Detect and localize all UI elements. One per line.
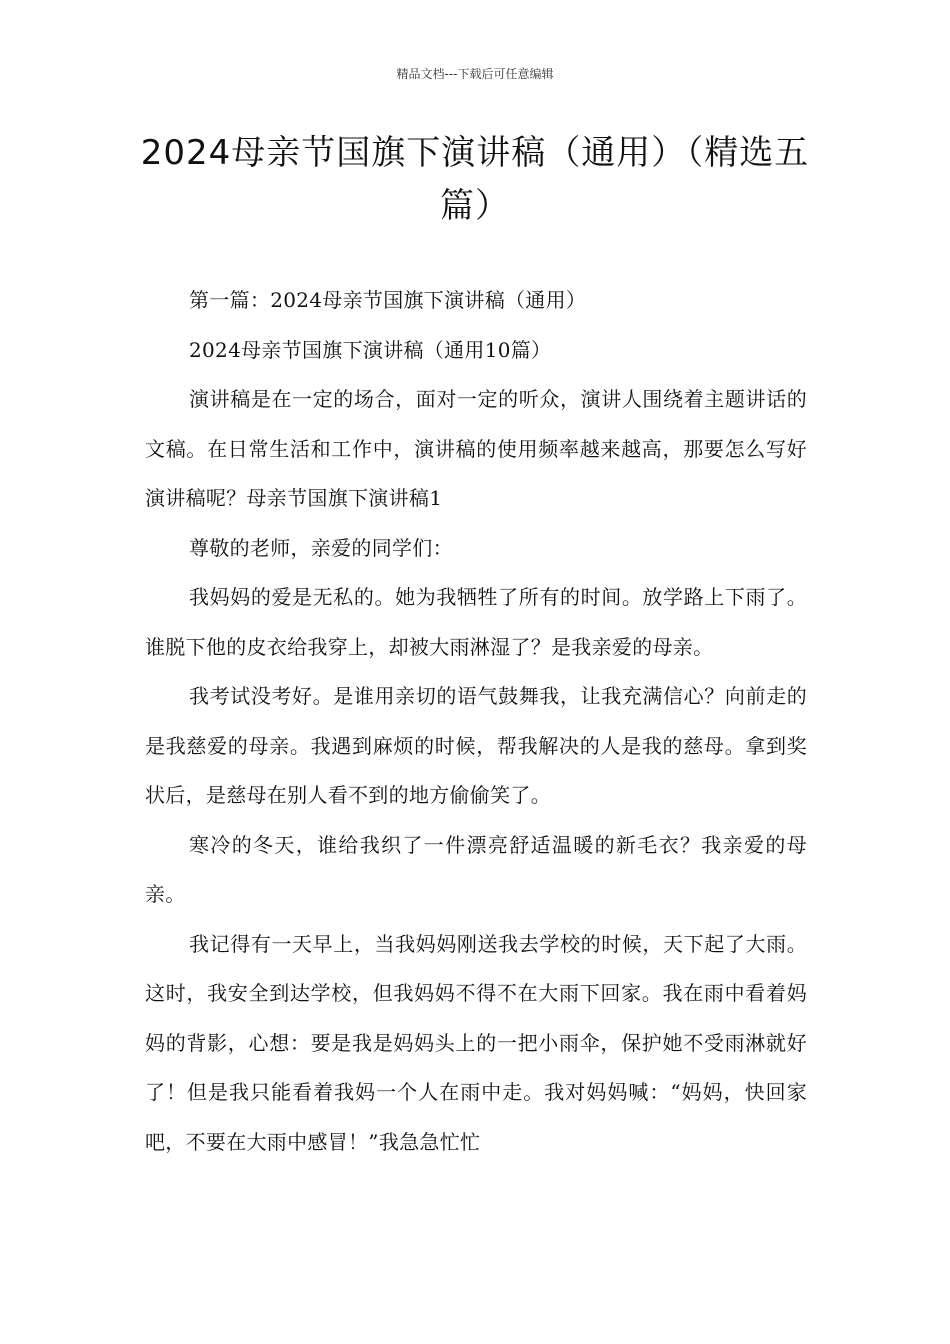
document-title: 2024母亲节国旗下演讲稿（通用）（精选五篇） bbox=[140, 133, 810, 226]
body-paragraph: 我记得有一天早上，当我妈妈刚送我去学校的时候，天下起了大雨。这时，我安全到达学校，但我妈妈不得不在大雨下回家。我在雨中看着妈妈的背影，心想：要是我是妈妈头上的一把小雨伞，保护她不受雨淋就好了！但是我只能看着我妈一个人在雨中走。我对妈妈喊：“妈妈，快回家吧，不要在大雨中感冒！”我急急忙忙 bbox=[145, 931, 807, 1154]
body-paragraph: 我考试没考好。是谁用亲切的语气鼓舞我，让我充满信心？向前走的是我慈爱的母亲。我遇到麻烦的时候，帮我解决的人是我的慈母。拿到奖状后，是慈母在别人看不到的地方偷偷笑了。 bbox=[145, 684, 807, 807]
body-paragraph: 演讲稿是在一定的场合，面对一定的听众，演讲人围绕着主题讲话的文稿。在日常生活和工作中，演讲稿的使用频率越来越高，那要怎么写好演讲稿呢？母亲节国旗下演讲稿1 bbox=[145, 387, 807, 510]
salutation: 尊敬的老师，亲爱的同学们： bbox=[189, 535, 453, 560]
running-header: 精品文档---下载后可任意编辑 bbox=[396, 67, 554, 81]
document-body bbox=[145, 276, 807, 1167]
body-paragraph: 寒冷的冬天，谁给我织了一件漂亮舒适温暖的新毛衣？我亲爱的母亲。 bbox=[145, 832, 807, 906]
body-paragraph: 我妈妈的爱是无私的。她为我牺牲了所有的时间。放学路上下雨了。谁脱下他的皮衣给我穿上，却被大雨淋湿了？是我亲爱的母亲。 bbox=[145, 585, 807, 659]
subtitle: 2024母亲节国旗下演讲稿（通用10篇） bbox=[189, 337, 552, 362]
section-heading: 第一篇：2024母亲节国旗下演讲稿（通用） bbox=[189, 288, 587, 312]
